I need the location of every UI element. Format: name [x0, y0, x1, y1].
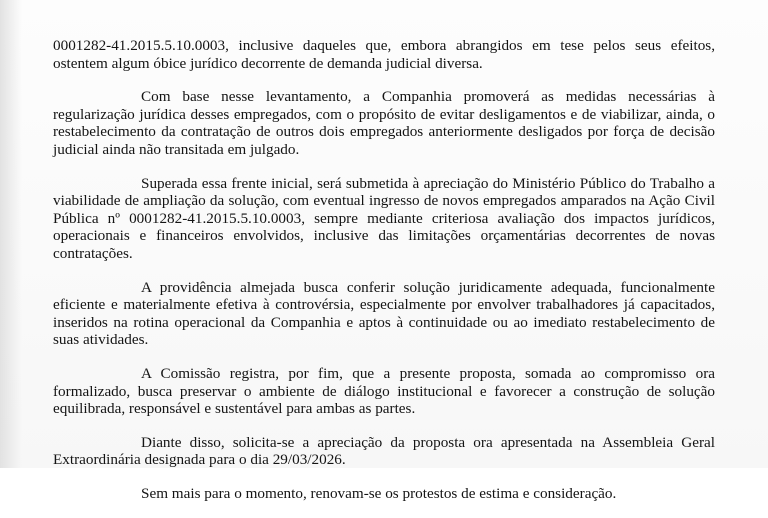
paragraph-commission-registry: A Comissão registra, por fim, que a presente proposta, somada ao compromisso ora formalizado, busca preservar o ambiente de diálogo institucional e favorecer a construção de solução equilibrada, responsável e sustentável para ambas as partes. — [53, 364, 715, 418]
document-body — [53, 37, 715, 518]
paragraph-survey-basis: Com base nesse levantamento, a Companhia promoverá as medidas necessárias à regularização jurídica desses empregados, com o propósito de evitar desligamentos e de viabilizar, ainda, o restabelecimento da contratação de outros dois empregados anteriormente desligados por força de decisão judicial ainda não transitada em julgado. — [53, 88, 715, 158]
paragraph-solution-aim: A providência almejada busca conferir solução juridicamente adequada, funcionalmente eficiente e materialmente efetiva à controvérsia, especialmente por envolver trabalhadores já capacitados, inseridos na rotina operacional da Companhia e aptos à continuidade ou ao imediato restabelecimento de suas atividades. — [53, 278, 715, 349]
paragraph-assembly-request: Diante disso, solicita-se a apreciação da proposta ora apresentada na Assembleia Geral Extraordinária designada para o dia 29/03/2026. — [53, 433, 715, 469]
paragraph-mpt-review: Superada essa frente inicial, será submetida à apreciação do Ministério Público do Trabalho a viabilidade de ampliação da solução, com eventual ingresso de novos empregados amparados na Ação Civil Pública nº 0001282-41.2015.5.10.0003, sempre mediante criteriosa avaliação dos impactos jurídicos, operacionais e financeiros envolvidos, inclusive das limitações orçamentárias decorrentes de novas contratações. — [53, 174, 715, 262]
page-shadow-edge — [0, 0, 22, 468]
paragraph-closing: Sem mais para o momento, renovam-se os protestos de estima e consideração. — [141, 484, 617, 502]
paragraph-continuation: 0001282-41.2015.5.10.0003, inclusive daqueles que, embora abrangidos em tese pelos seus efeitos, ostentem algum óbice jurídico decorrente de demanda judicial diversa. — [53, 37, 715, 72]
